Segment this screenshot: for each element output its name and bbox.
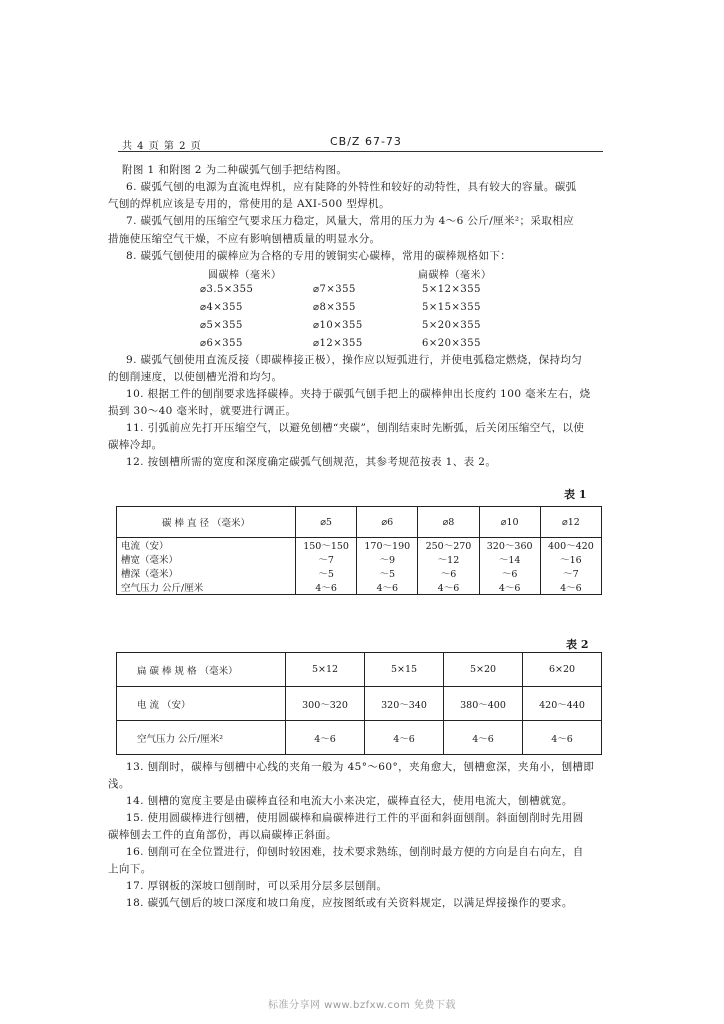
table-header-cell: 扁 碳 棒 规 格 （毫米）	[117, 653, 286, 687]
table-cell: 电流（安）	[117, 538, 296, 553]
rod-spec: ⌀3.5×355	[200, 284, 254, 295]
paragraph: 10. 根据工件的刨削要求选择碳棒。夹持于碳弧气刨手把上的碳棒伸出长度约 100 毫米左右，烧	[126, 388, 591, 400]
paragraph: 碳棒刨去工件的直角部份，再以扁碳棒正斜面。	[108, 829, 337, 841]
paragraph: 13. 刨削时，碳棒与刨槽中心线的夹角一般为 45°～60°，夹角愈大，刨槽愈深，夹角小，刨槽即	[126, 761, 595, 773]
rod-spec: ⌀12×355	[313, 338, 363, 349]
paragraph: 措施使压缩空气干燥，不应有影响刨槽质量的明显水分。	[108, 233, 381, 245]
table-header-cell: ⌀12	[540, 507, 601, 538]
rod-spec: ⌀7×355	[313, 284, 356, 295]
rod-spec: ⌀8×355	[313, 302, 356, 313]
table-cell: 4～6	[523, 721, 602, 755]
table-cell: 400～420	[540, 538, 601, 553]
table-header-cell: 5×20	[444, 653, 523, 687]
rod-spec: 6×20×355	[422, 338, 481, 349]
table-cell: ～5	[296, 566, 357, 580]
table-header-cell: 5×15	[365, 653, 444, 687]
round-rod-title: 圆碳棒（毫米）	[208, 270, 282, 281]
paragraph: 附图 1 和附图 2 为二种碳弧气刨手把结构图。	[122, 164, 348, 176]
table-row	[117, 538, 602, 553]
table-cell: 4～6	[444, 721, 523, 755]
table-cell: ～14	[479, 552, 540, 566]
paragraph: 的刨削速度，以使刨槽光滑和均匀。	[108, 371, 283, 383]
page-count: 共 4 页 第 2 页	[122, 141, 202, 152]
table-cell: 4～6	[540, 580, 601, 595]
table-cell: ～6	[418, 566, 479, 580]
paragraph: 浅。	[108, 778, 130, 790]
rod-spec: 5×15×355	[422, 302, 481, 313]
rod-spec: 5×20×355	[422, 320, 481, 331]
table-header-cell: ⌀8	[418, 507, 479, 538]
table-cell: 170～190	[357, 538, 418, 553]
paragraph: 损到 30～40 毫米时，就要进行调正。	[108, 405, 297, 417]
table-header-cell: ⌀6	[357, 507, 418, 538]
table-cell: 4～6	[365, 721, 444, 755]
paragraph: 12. 按刨槽所需的宽度和深度确定碳弧气刨规范，其参考规范按表 1、表 2。	[126, 456, 497, 468]
table-cell: ～7	[296, 552, 357, 566]
paragraph: 16. 刨削可在全位置进行，仰刨时较困难，技术要求熟练，刨削时最方便的方向是自右向左，自	[126, 846, 584, 858]
paragraph: 6. 碳弧气刨的电源为直流电焊机，应有陡降的外特性和较好的动特性，具有较大的容量。碳弧	[126, 181, 577, 193]
table-cell: 槽宽（毫米）	[117, 552, 296, 566]
table-header-cell: 5×12	[286, 653, 365, 687]
table-cell: 250～270	[418, 538, 479, 553]
rod-spec: 5×12×355	[422, 284, 481, 295]
standard-code: CB/Z 67-73	[330, 135, 402, 148]
watermark-link[interactable]: 标准分享网 www.bzfxw.com 免费下载	[268, 1000, 456, 1011]
table-row	[117, 552, 602, 566]
table-cell: ～5	[357, 566, 418, 580]
table-row	[117, 687, 602, 721]
table-header-cell: ⌀5	[296, 507, 357, 538]
table-cell: 4～6	[418, 580, 479, 595]
table-cell: 4～6	[357, 580, 418, 595]
paragraph: 7. 碳弧气刨用的压缩空气要求压力稳定，风量大，常用的压力为 4～6 公斤/厘米²；采取相应	[126, 215, 575, 227]
header-rule	[118, 151, 603, 152]
table-cell: ～12	[418, 552, 479, 566]
paragraph: 气刨的焊机应该是专用的，常使用的是 AXI-500 型焊机。	[108, 198, 390, 210]
paragraph: 17. 厚钢板的深坡口刨削时，可以采用分层多层刨削。	[126, 880, 388, 892]
rod-spec: ⌀10×355	[313, 320, 363, 331]
flat-rod-title: 扁碳棒（毫米）	[418, 270, 492, 281]
table-cell: ～7	[540, 566, 601, 580]
table-cell: 420～440	[523, 687, 602, 721]
table-cell: 4～6	[296, 580, 357, 595]
paragraph: 上向下。	[108, 863, 152, 875]
table-cell: 4～6	[479, 580, 540, 595]
table-header-row	[117, 507, 602, 538]
rod-spec: ⌀4×355	[200, 302, 243, 313]
table-cell: 空气压力 公斤/厘米²	[117, 721, 286, 755]
table-cell: 4～6	[286, 721, 365, 755]
table2-label: 表 2	[566, 638, 589, 651]
rod-spec: ⌀6×355	[200, 338, 243, 349]
rod-spec: ⌀5×355	[200, 320, 243, 331]
table-cell: 电 流 （安）	[117, 687, 286, 721]
table1-label: 表 1	[564, 488, 587, 501]
table-cell: 380～400	[444, 687, 523, 721]
paragraph: 18. 碳弧气刨后的坡口深度和坡口角度，应按图纸或有关资料规定，以满足焊接操作的要求。	[126, 897, 573, 909]
table-cell: ～6	[479, 566, 540, 580]
table-header-row	[117, 653, 602, 687]
paragraph: 碳棒冷却。	[108, 439, 163, 451]
table-row	[117, 566, 602, 580]
table-header-cell: ⌀10	[479, 507, 540, 538]
table-cell: 槽深（毫米）	[117, 566, 296, 580]
table1	[116, 506, 602, 595]
table-cell: 150～150	[296, 538, 357, 553]
table-cell: 300～320	[286, 687, 365, 721]
table-header-cell: 6×20	[523, 653, 602, 687]
paragraph: 15. 使用圆碳棒进行刨槽，使用圆碳棒和扁碳棒进行工件的平面和斜面刨削。斜面刨削时先用圆	[126, 812, 584, 824]
table2	[116, 652, 602, 755]
paragraph: 9. 碳弧气刨使用直流反接（即碳棒接正极），操作应以短弧进行，并使电弧稳定燃烧，保持均匀	[126, 354, 583, 366]
table-row	[117, 721, 602, 755]
paragraph: 8. 碳弧气刨使用的碳棒应为合格的专用的镀铜实心碳棒，常用的碳棒规格如下：	[126, 250, 512, 262]
table-cell: 320～340	[365, 687, 444, 721]
paragraph: 14. 刨槽的宽度主要是由碳棒直径和电流大小来决定，碳棒直径大，使用电流大，刨槽就宽。	[126, 795, 573, 807]
table-cell: 空气压力 公斤/厘米	[117, 580, 296, 595]
table-cell: ～9	[357, 552, 418, 566]
table-header-cell: 碳 棒 直 径 （毫米）	[117, 507, 296, 538]
table-row	[117, 580, 602, 595]
table-cell: ～16	[540, 552, 601, 566]
paragraph: 11. 引弧前应先打开压缩空气，以避免刨槽“夹碳”，刨削结束时先断弧，后关闭压缩空气，以使	[126, 422, 585, 434]
table-cell: 320～360	[479, 538, 540, 553]
